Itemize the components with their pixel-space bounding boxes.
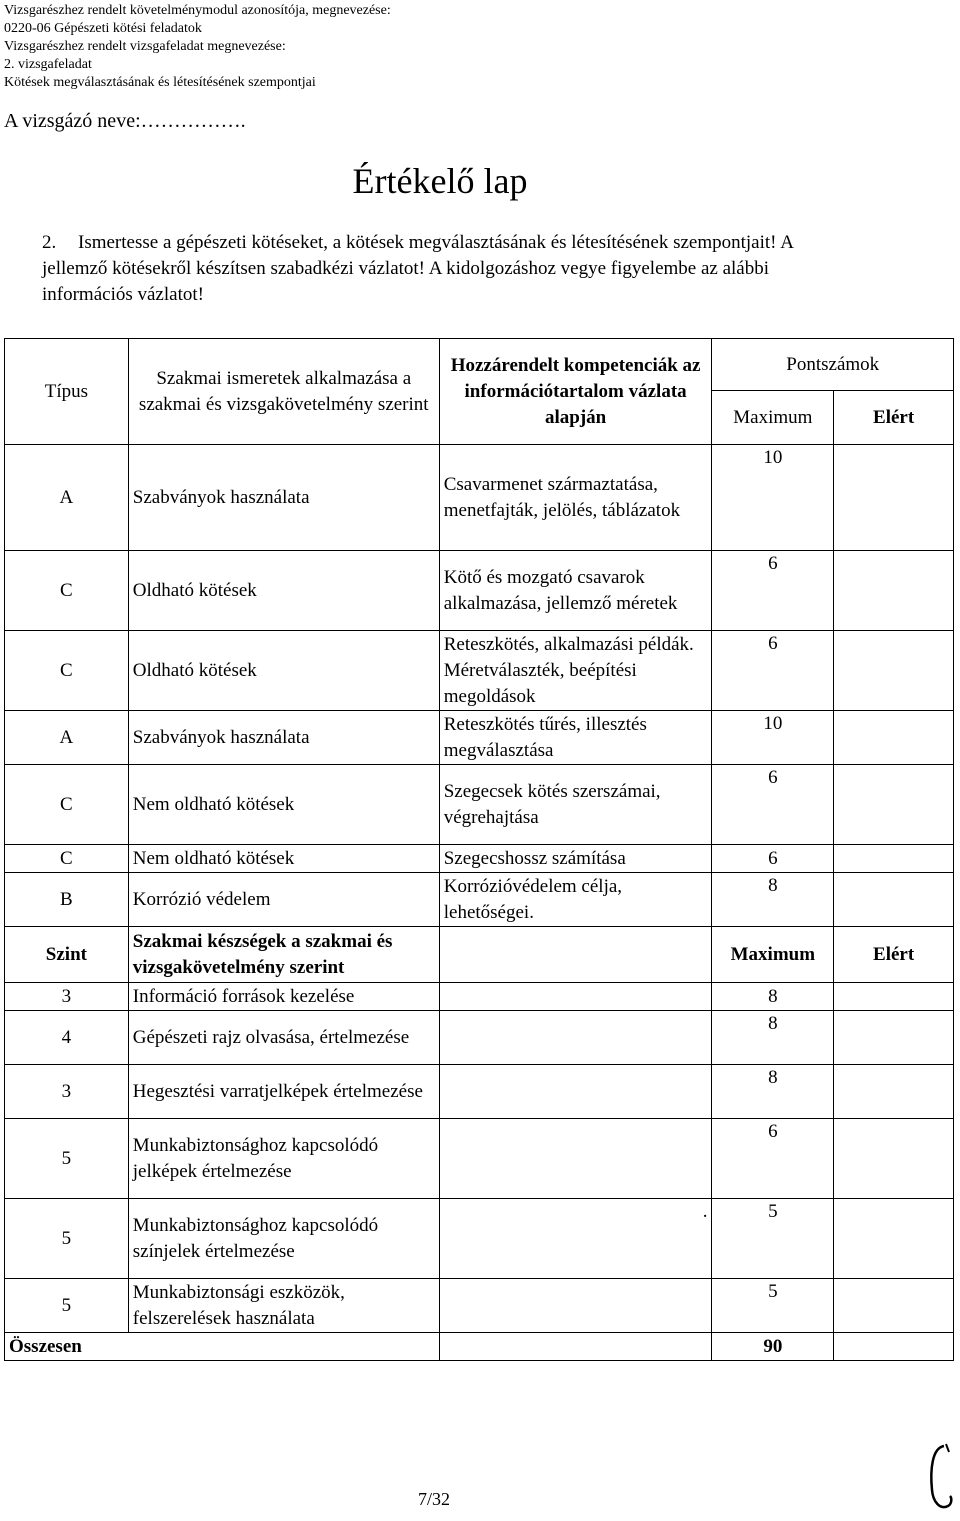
- row-max: 8: [712, 983, 834, 1011]
- row-competency: Kötő és mozgató csavarok alkalmazása, jellemző méretek: [439, 551, 712, 631]
- row-knowledge: Korrózió védelem: [128, 873, 439, 927]
- table-row: [5, 1065, 954, 1119]
- table-row: [5, 1011, 954, 1065]
- row-achieved: [834, 445, 954, 551]
- row-achieved: [834, 711, 954, 765]
- header-line-2: 0220-06 Gépészeti kötési feladatok: [4, 21, 202, 36]
- total-achieved: [834, 1333, 954, 1361]
- examinee-name-field: A vizsgázó neve:…………….: [4, 110, 246, 132]
- row-skill: Munkabiztonsághoz kapcsolódó színjelek értelmezése: [128, 1199, 439, 1279]
- row-type: C: [5, 551, 129, 631]
- row-max: 8: [712, 1011, 834, 1065]
- row-achieved: [834, 1011, 954, 1065]
- row-skill: Munkabiztonsághoz kapcsolódó jelképek értelmezése: [128, 1119, 439, 1199]
- row-max: 10: [712, 711, 834, 765]
- skills-header-row: [5, 927, 954, 983]
- row-knowledge: Szabványok használata: [128, 445, 439, 551]
- row-competency: Reteszkötés tűrés, illesztés megválasztása: [439, 711, 712, 765]
- signature-mark: [922, 1440, 958, 1516]
- row-knowledge: Oldható kötések: [128, 551, 439, 631]
- table-row: [5, 631, 954, 711]
- row-competency: Szegecsek kötés szerszámai, végrehajtása: [439, 765, 712, 845]
- row-max: 8: [712, 1065, 834, 1119]
- row-achieved: [834, 983, 954, 1011]
- header-line-1: Vizsgarészhez rendelt követelménymodul azonosítója, megnevezése:: [4, 3, 391, 18]
- header-max-2: Maximum: [712, 927, 834, 983]
- row-achieved: [834, 845, 954, 873]
- row-max: 10: [712, 445, 834, 551]
- row-achieved: [834, 873, 954, 927]
- row-type: A: [5, 711, 129, 765]
- header-level: Szint: [5, 927, 129, 983]
- header-line-4: 2. vizsgafeladat: [4, 57, 92, 72]
- row-skill: Hegesztési varratjelképek értelmezése: [128, 1065, 439, 1119]
- header-skills: Szakmai készségek a szakmai és vizsgakövetelmény szerint: [128, 927, 439, 983]
- row-achieved: [834, 631, 954, 711]
- row-knowledge: Nem oldható kötések: [128, 845, 439, 873]
- total-row: [5, 1333, 954, 1361]
- table-row: [5, 711, 954, 765]
- table-row: [5, 1279, 954, 1333]
- page-title: Értékelő lap: [352, 161, 528, 201]
- header-competency: Hozzárendelt kompetenciák az információtartalom vázlata alapján: [439, 339, 712, 445]
- row-level: 5: [5, 1199, 129, 1279]
- table-row: [5, 873, 954, 927]
- row-achieved: [834, 1119, 954, 1199]
- header-points: Pontszámok: [712, 339, 954, 391]
- row-knowledge: Oldható kötések: [128, 631, 439, 711]
- evaluation-table: [4, 338, 954, 1361]
- row-max: 5: [712, 1199, 834, 1279]
- row-competency: Csavarmenet származtatása, menetfajták, jelölés, táblázatok: [439, 445, 712, 551]
- row-type: C: [5, 765, 129, 845]
- row-achieved: [834, 765, 954, 845]
- table-row: [5, 765, 954, 845]
- table-row: [5, 1199, 954, 1279]
- row-type: A: [5, 445, 129, 551]
- row-type: B: [5, 873, 129, 927]
- row-type: C: [5, 631, 129, 711]
- row-competency: Korrózióvédelem célja, lehetőségei.: [439, 873, 712, 927]
- row-max: 6: [712, 1119, 834, 1199]
- row-max: 6: [712, 631, 834, 711]
- header-achieved-2: Elért: [834, 927, 954, 983]
- row-skill: Munkabiztonsági eszközök, felszerelések használata: [128, 1279, 439, 1333]
- total-value: 90: [712, 1333, 834, 1361]
- row-competency: Reteszkötés, alkalmazási példák. Méretválaszték, beépítési megoldások: [439, 631, 712, 711]
- header-line-5: Kötések megválasztásának és létesítésének szempontjai: [4, 75, 316, 90]
- row-achieved: [834, 1065, 954, 1119]
- row-note: .: [439, 1199, 712, 1279]
- document-header: [4, 2, 391, 92]
- page-number: 7/32: [418, 1489, 451, 1509]
- task-description: [42, 230, 842, 308]
- row-achieved: [834, 1199, 954, 1279]
- header-line-3: Vizsgarészhez rendelt vizsgafeladat megnevezése:: [4, 39, 286, 54]
- header-knowledge: Szakmai ismeretek alkalmazása a szakmai és vizsgakövetelmény szerint: [128, 339, 439, 445]
- row-level: 3: [5, 1065, 129, 1119]
- row-max: 5: [712, 1279, 834, 1333]
- header-achieved: Elért: [834, 391, 954, 445]
- row-knowledge: Nem oldható kötések: [128, 765, 439, 845]
- row-level: 3: [5, 983, 129, 1011]
- row-type: C: [5, 845, 129, 873]
- row-skill: Információ források kezelése: [128, 983, 439, 1011]
- total-label: Összesen: [5, 1333, 440, 1361]
- task-text: Ismertesse a gépészeti kötéseket, a kötések megválasztásának és létesítésének szempontjait! A jellemző kötésekről készítsen szabadkézi vázlatot! A kidolgozáshoz vegye figyelembe az alábbi információs vázlatot!: [42, 232, 793, 305]
- row-max: 6: [712, 765, 834, 845]
- row-level: 5: [5, 1279, 129, 1333]
- table-row: [5, 983, 954, 1011]
- row-achieved: [834, 1279, 954, 1333]
- row-level: 4: [5, 1011, 129, 1065]
- row-knowledge: Szabványok használata: [128, 711, 439, 765]
- row-achieved: [834, 551, 954, 631]
- header-max: Maximum: [712, 391, 834, 445]
- row-max: 8: [712, 873, 834, 927]
- table-row: [5, 551, 954, 631]
- row-level: 5: [5, 1119, 129, 1199]
- table-row: [5, 1119, 954, 1199]
- header-type: Típus: [5, 339, 129, 445]
- row-competency: Szegecshossz számítása: [439, 845, 712, 873]
- row-max: 6: [712, 551, 834, 631]
- task-number: 2.: [42, 232, 57, 253]
- table-row: [5, 445, 954, 551]
- row-max: 6: [712, 845, 834, 873]
- row-skill: Gépészeti rajz olvasása, értelmezése: [128, 1011, 439, 1065]
- table-row: [5, 845, 954, 873]
